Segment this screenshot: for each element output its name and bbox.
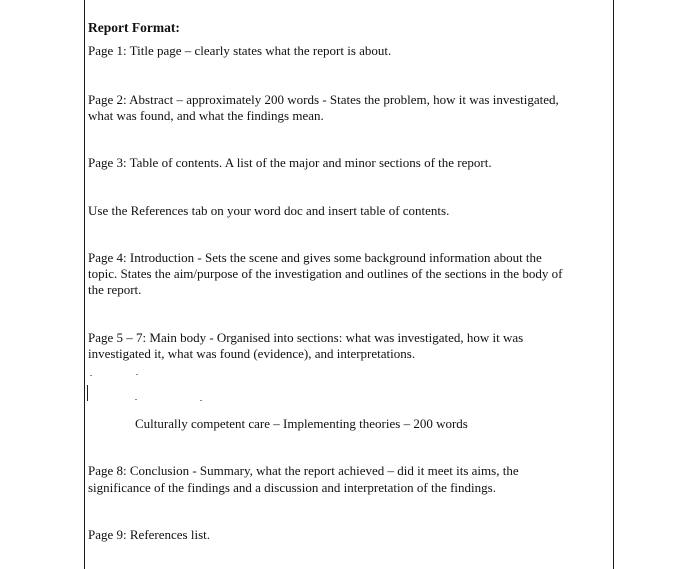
page-8-line-2: significance of the findings and a discussion and interpretation of the findings. bbox=[88, 480, 496, 495]
page-5-7-line-2: investigated it, what was found (evidence), and interpretations. bbox=[88, 346, 416, 361]
report-format-heading: Report Format: bbox=[88, 20, 180, 35]
page-1-line: Page 1: Title page – clearly states what the report is about. bbox=[88, 43, 392, 58]
scan-speck bbox=[200, 400, 202, 401]
page-5-7-line-1: Page 5 – 7: Main body - Organised into sections: what was investigated, how it was bbox=[88, 330, 524, 345]
page-4-line-1: Page 4: Introduction - Sets the scene and gives some background information about the bbox=[88, 250, 542, 265]
page-4-line-3: the report. bbox=[88, 282, 142, 297]
culturally-competent-care-line: Culturally competent care – Implementing theories – 200 words bbox=[135, 416, 468, 431]
page-4-line-2: topic. States the aim/purpose of the investigation and outlines of the sections in the body of bbox=[88, 266, 563, 281]
text-cursor bbox=[87, 385, 88, 401]
scan-speck bbox=[135, 399, 137, 400]
scan-speck bbox=[90, 375, 92, 376]
page-8-line-1: Page 8: Conclusion - Summary, what the report achieved – did it meet its aims, the bbox=[88, 463, 519, 478]
page-9-line: Page 9: References list. bbox=[88, 527, 211, 542]
page-2-line-1: Page 2: Abstract – approximately 200 words - States the problem, how it was investigated, bbox=[88, 92, 559, 107]
page-2-line-2: what was found, and what the findings mean. bbox=[88, 108, 324, 123]
references-tab-line: Use the References tab on your word doc and insert table of contents. bbox=[88, 203, 450, 218]
page-3-line: Page 3: Table of contents. A list of the major and minor sections of the report. bbox=[88, 155, 492, 170]
scan-speck bbox=[136, 374, 138, 375]
